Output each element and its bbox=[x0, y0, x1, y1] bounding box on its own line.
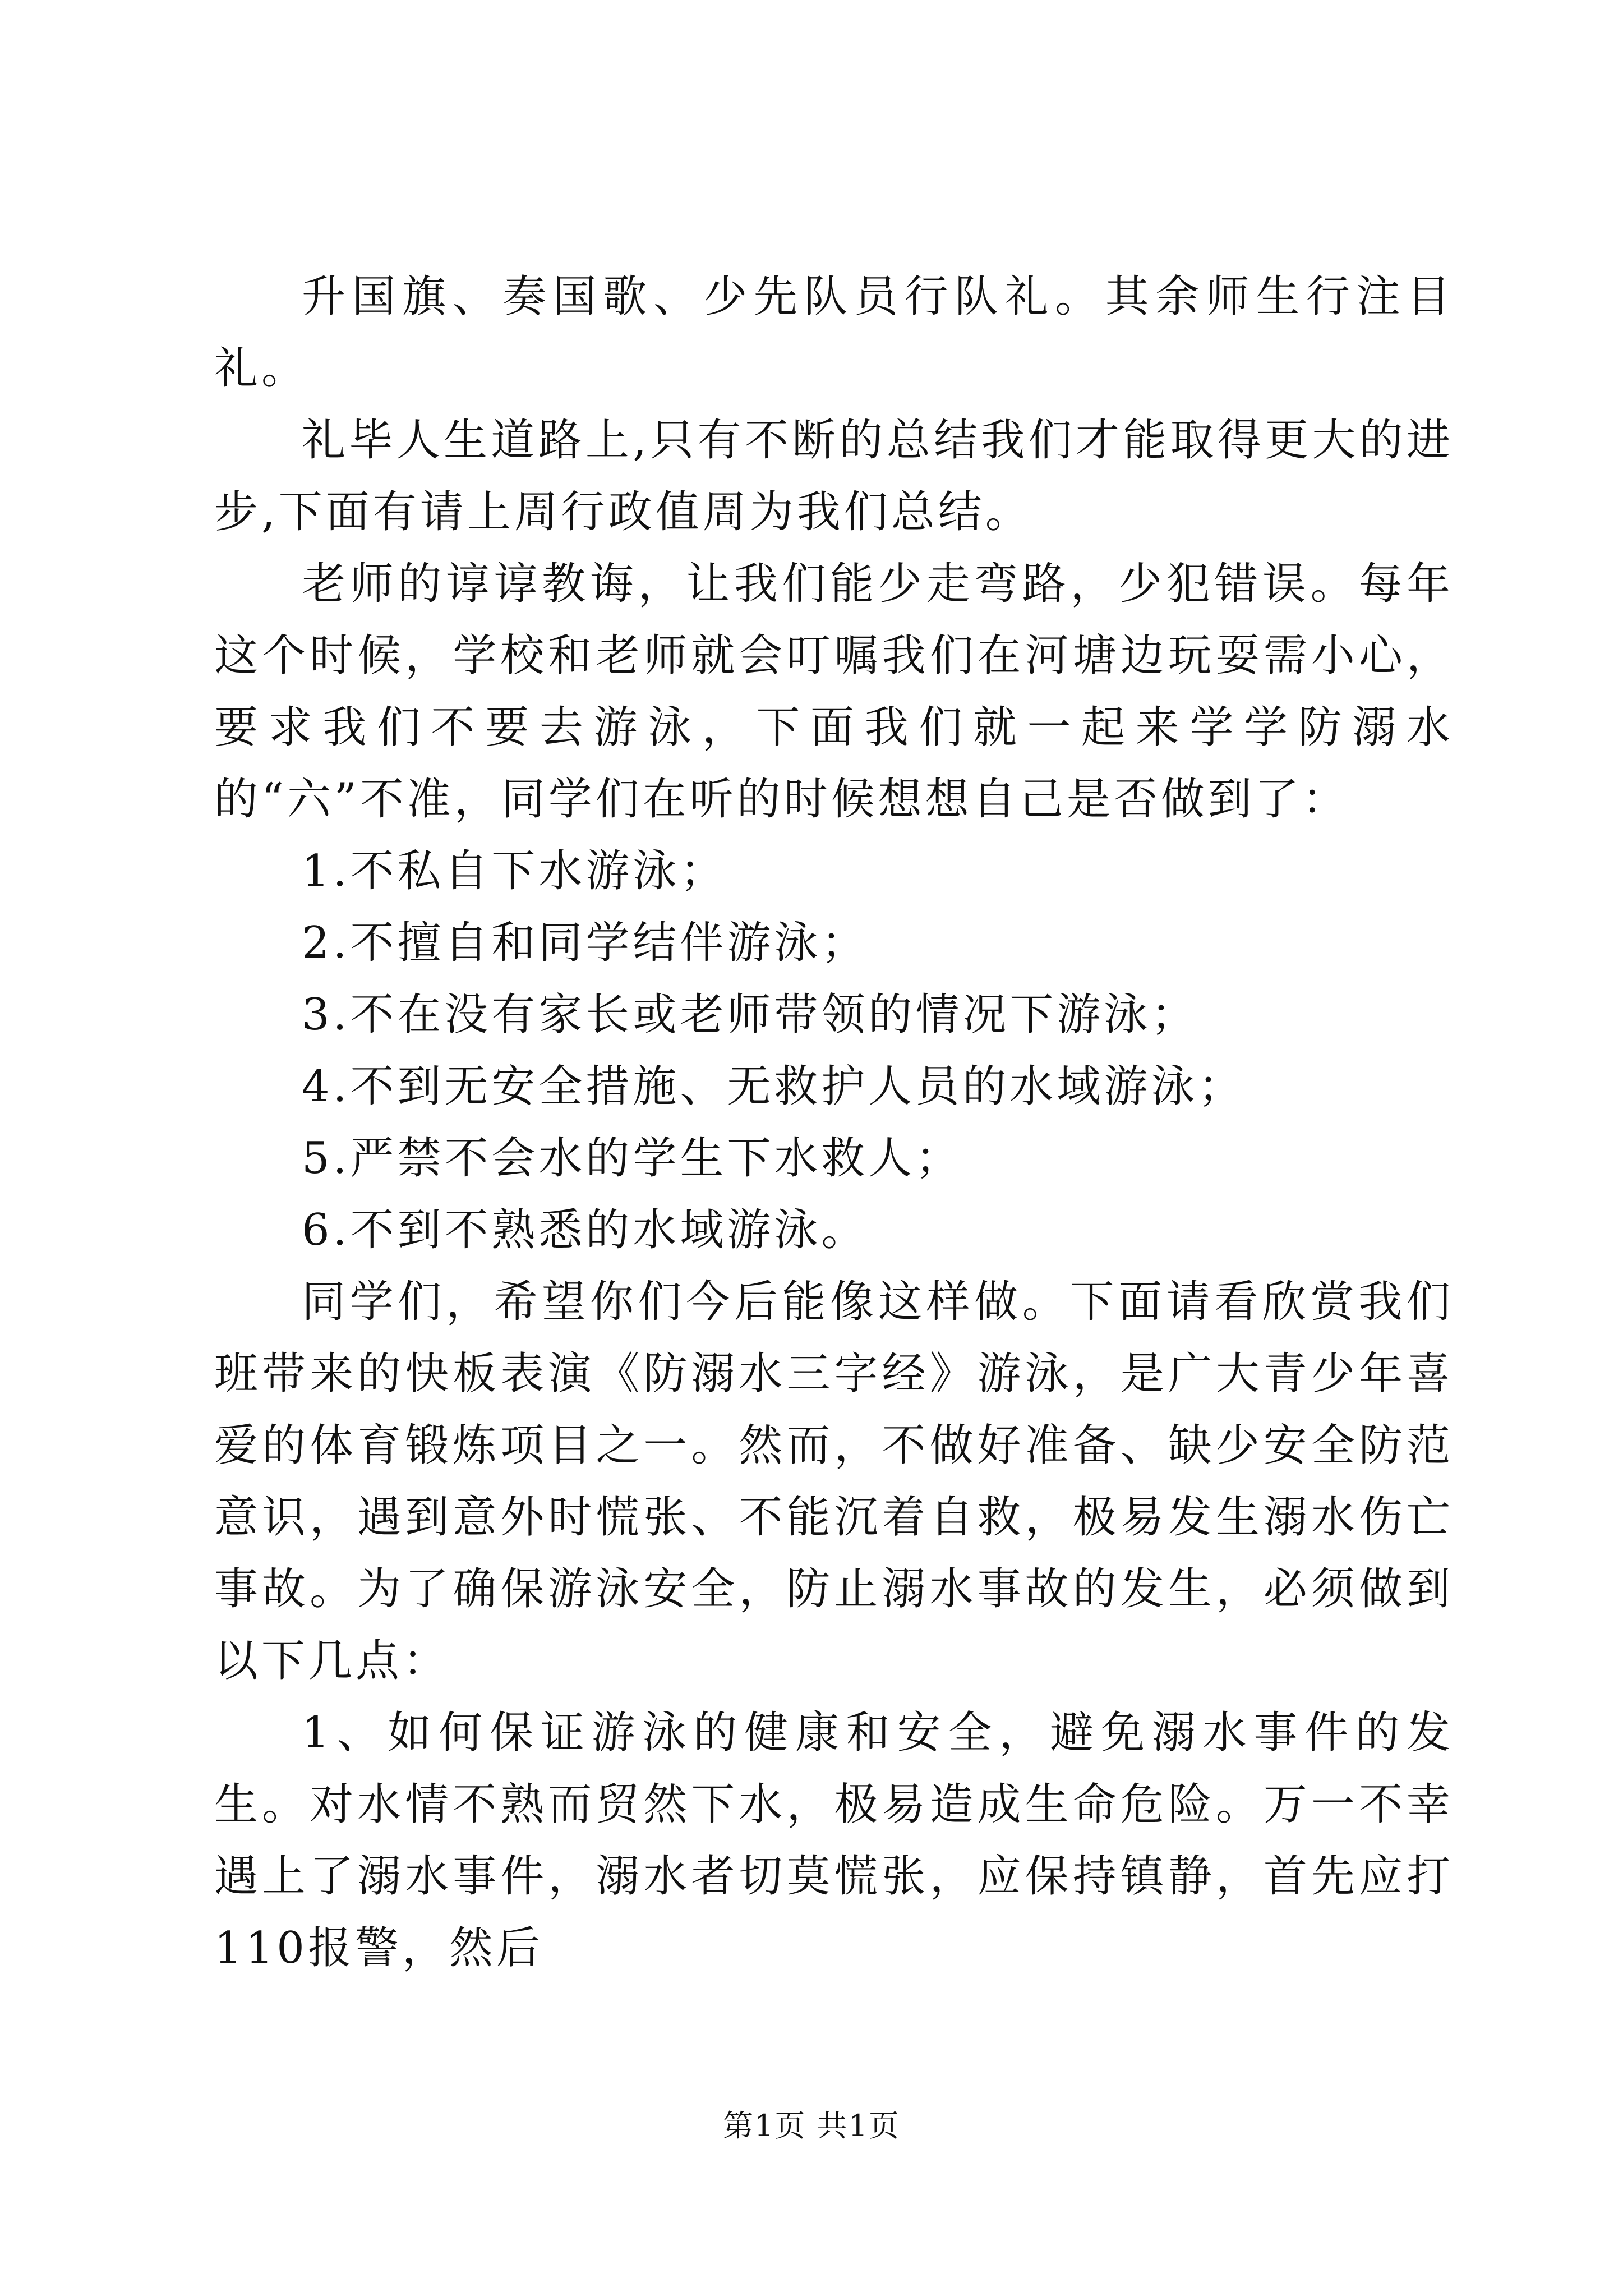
list-item: 4.不到无安全措施、无救护人员的水域游泳； bbox=[302, 1061, 1246, 1112]
list-item: 6.不到不熟悉的水域游泳。 bbox=[302, 1205, 869, 1255]
paragraph-swimming-safety: 同学们，希望你们今后能像这样做。下面请看欣赏我们班带来的快板表演《防溺水三字经》游泳，是广大青少年喜爱的体育锻炼项目之一。然而，不做好准备、缺少安全防范意识，遇到意外时慌张、不能沉着自救，极易发生溺水伤亡事故。为了确保游泳安全，防止溺水事故的发生，必须做到以下几点： bbox=[214, 1277, 1454, 1686]
list-item: 3.不在没有家长或老师带领的情况下游泳； bbox=[302, 990, 1198, 1040]
paragraph-safety-point-one: 1、如何保证游泳的健康和安全，避免溺水事件的发生。对水情不熟而贸然下水，极易造成生命危险。万一不幸遇上了溺水事件，溺水者切莫慌张，应保持镇静，首先应打110报警，然后 bbox=[214, 1708, 1454, 1973]
list-item: 2.不擅自和同学结伴游泳； bbox=[302, 918, 869, 968]
list-item: 1.不私自下水游泳； bbox=[302, 846, 727, 896]
paragraph-flag-ceremony: 升国旗、奏国歌、少先队员行队礼。其余师生行注目礼。 bbox=[214, 272, 1454, 394]
paragraph-weekly-summary: 礼毕人生道路上,只有不断的总结我们才能取得更大的进步,下面有请上周行政值周为我们总结。 bbox=[214, 415, 1454, 537]
list-item: 5.严禁不会水的学生下水救人； bbox=[302, 1133, 963, 1184]
page-number-footer: 第1页 共1页 bbox=[723, 2108, 900, 2143]
paragraph-drowning-intro: 老师的谆谆教诲，让我们能少走弯路，少犯错误。每年这个时候，学校和老师就会叮嘱我们在河塘边玩耍需小心，要求我们不要去游泳，下面我们就一起来学学防溺水的“六”不准，同学们在听的时候想想自己是否做到了： bbox=[214, 559, 1454, 825]
document-body bbox=[214, 261, 1454, 1984]
